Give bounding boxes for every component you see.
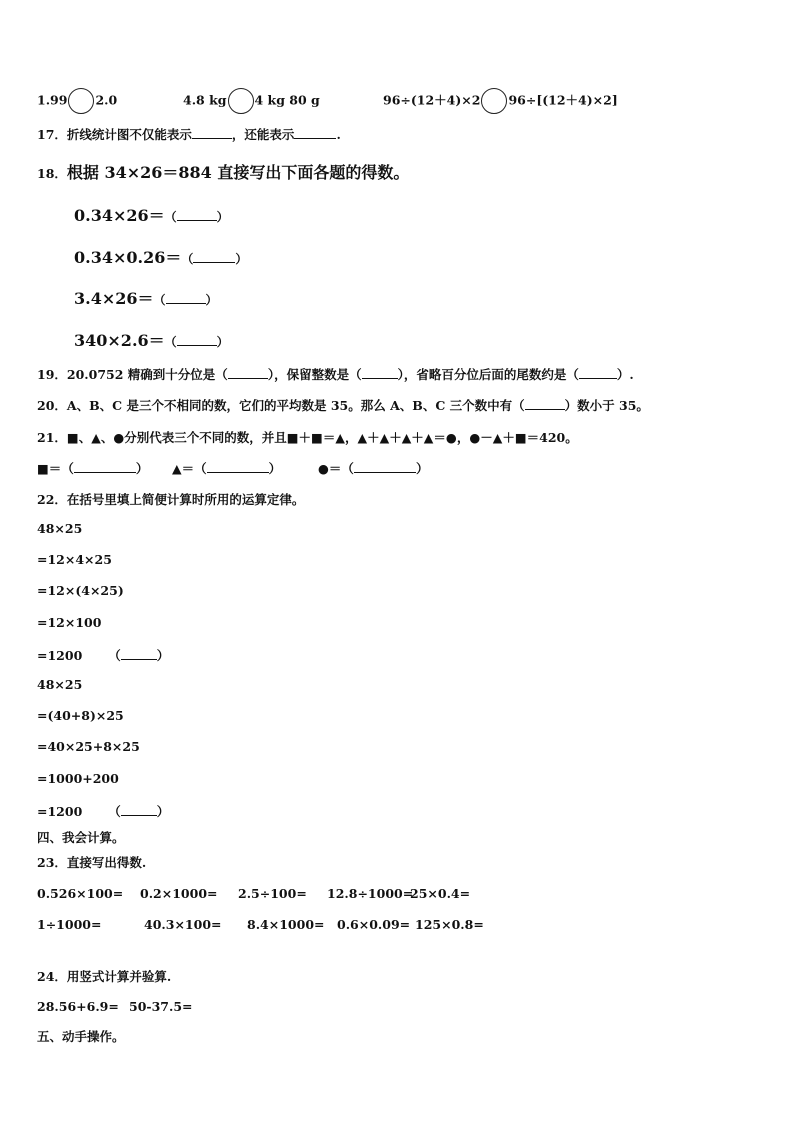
answer-blank[interactable] [294, 128, 336, 139]
q18-item: 3.4×26＝（ ） [74, 289, 218, 308]
calc-step: 48×25 [37, 521, 83, 536]
mental-calc: 8.4×1000= [247, 917, 325, 932]
answer-blank[interactable] [121, 649, 157, 660]
answer-blank[interactable] [354, 462, 416, 473]
calc-step: =(40+8)×25 [37, 708, 124, 723]
mental-calc: 12.8÷1000= [327, 886, 414, 901]
mental-calc: 2.5÷100= [238, 886, 307, 901]
compare-item-2: 4.8 kg 4 kg 80 g [183, 88, 320, 114]
mental-calc: 25×0.4= [410, 886, 471, 901]
answer-blank[interactable] [193, 252, 235, 263]
mental-calc: 0.2×1000= [140, 886, 218, 901]
answer-blank[interactable] [525, 399, 565, 410]
question-21: 21．■、▲、●分别代表三个不同的数，并且■＋■＝▲，▲＋▲＋▲＋▲＝●，●－▲＋■＝420。 [37, 430, 578, 445]
answer-blank[interactable] [121, 805, 157, 816]
compare-circle[interactable] [481, 88, 507, 114]
answer-blank[interactable] [207, 462, 269, 473]
vertical-calc: 50-37.5= [129, 999, 193, 1014]
calc-step: =40×25+8×25 [37, 739, 140, 754]
calc-step: 48×25 [37, 677, 83, 692]
q21-answer: ■＝（ ） [37, 461, 149, 476]
calc-step: =1200 （ ） [37, 804, 170, 819]
q18-item: 0.34×26＝（ ） [74, 206, 229, 225]
question-22: 22．在括号里填上简便计算时所用的运算定律。 [37, 492, 305, 507]
answer-blank[interactable] [192, 128, 232, 139]
mental-calc: 40.3×100= [144, 917, 222, 932]
question-17: 17．折线统计图不仅能表示 ，还能表示 . [37, 127, 341, 142]
mental-calc: 125×0.8= [415, 917, 484, 932]
compare-item-3: 96÷(12＋4)×2 96÷[(12＋4)×2] [383, 88, 618, 114]
question-24: 24．用竖式计算并验算. [37, 969, 172, 984]
mental-calc: 0.6×0.09= [337, 917, 411, 932]
q18-item: 0.34×0.26＝（ ） [74, 248, 248, 267]
section-heading: 五、动手操作。 [37, 1029, 125, 1044]
q21-answer: ●＝（ ） [318, 461, 429, 476]
calc-step: =12×100 [37, 615, 102, 630]
calc-step: =1000+200 [37, 771, 119, 786]
mental-calc: 0.526×100= [37, 886, 124, 901]
vertical-calc: 28.56+6.9= [37, 999, 119, 1014]
compare-circle[interactable] [68, 88, 94, 114]
answer-blank[interactable] [74, 462, 136, 473]
answer-blank[interactable] [579, 368, 617, 379]
question-20: 20．A、B、C 是三个不相同的数，它们的平均数是 35。那么 A、B、C 三个数中有（ ）数小于 35。 [37, 398, 649, 413]
mental-calc: 1÷1000= [37, 917, 102, 932]
q21-answer: ▲＝（ ） [172, 461, 282, 476]
compare-circle[interactable] [228, 88, 254, 114]
question-18: 18．根据 34×26＝884 直接写出下面各题的得数。 [37, 163, 410, 182]
section-heading: 四、我会计算。 [37, 830, 125, 845]
answer-blank[interactable] [228, 368, 268, 379]
question-19: 19．20.0752 精确到十分位是（ ），保留整数是（ ），省略百分位后面的尾数约是（ ）. [37, 367, 634, 382]
calc-step: =12×4×25 [37, 552, 112, 567]
compare-item-1: 1.99 2.0 [37, 88, 117, 114]
calc-step: =1200 （ ） [37, 648, 170, 663]
q18-item: 340×2.6＝（ ） [74, 331, 229, 350]
answer-blank[interactable] [166, 293, 206, 304]
question-23: 23．直接写出得数. [37, 855, 147, 870]
answer-blank[interactable] [177, 335, 217, 346]
answer-blank[interactable] [362, 368, 398, 379]
calc-step: =12×(4×25) [37, 583, 124, 598]
answer-blank[interactable] [177, 210, 217, 221]
